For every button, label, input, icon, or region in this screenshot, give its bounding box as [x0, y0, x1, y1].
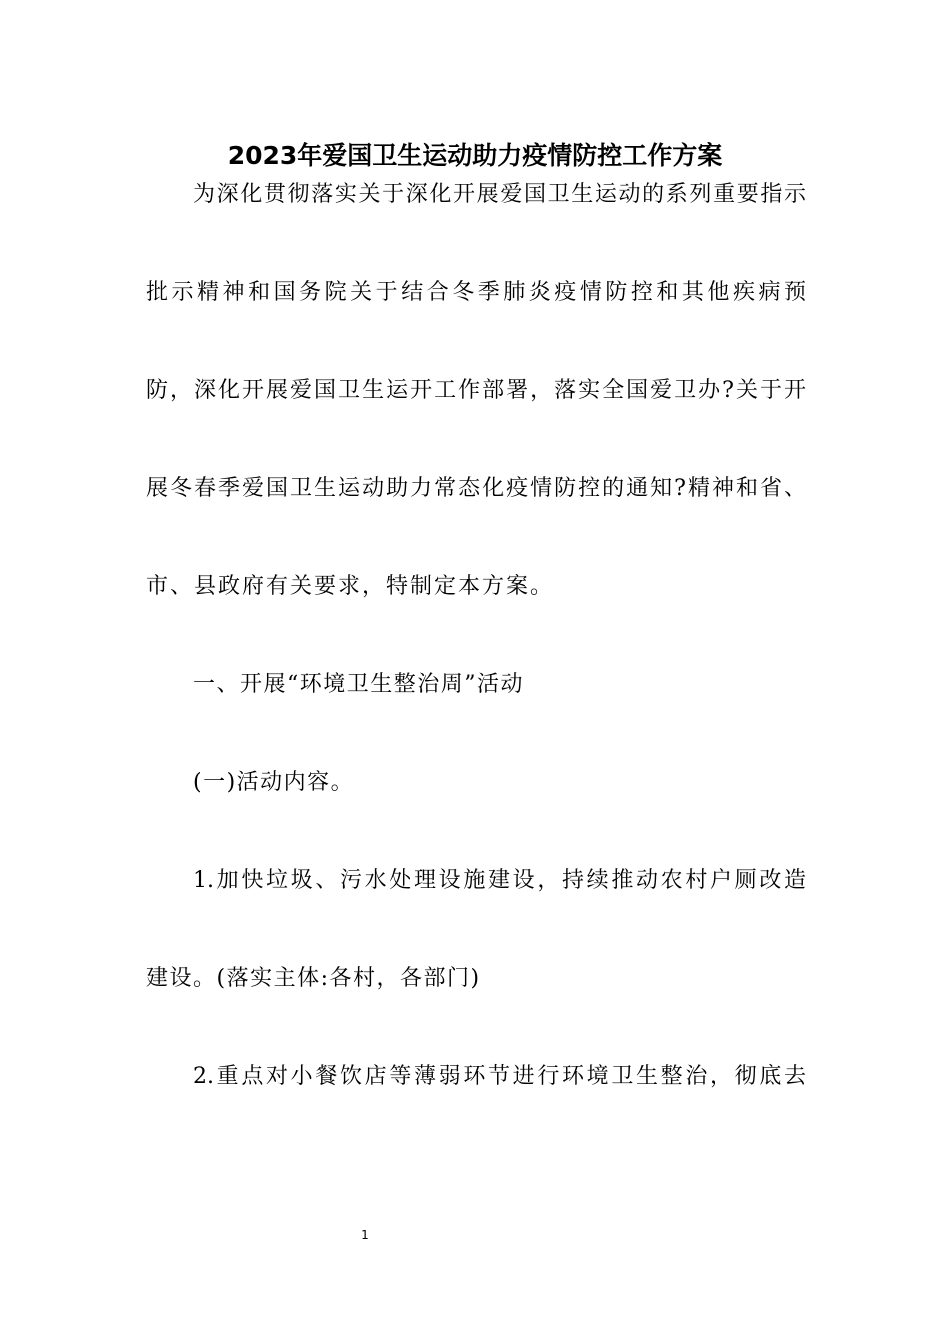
- paragraph-line: 市、县政府有关要求，特制定本方案。: [146, 574, 555, 599]
- list-item-line: 建设。(落实主体:各村，各部门): [146, 966, 481, 991]
- paragraph-line: 防，深化开展爱国卫生运开工作部署，落实全国爱卫办?关于开: [146, 378, 806, 403]
- document-title: 2023年爱国卫生运动助力疫情防控工作方案: [227, 141, 723, 170]
- paragraph-line: 展冬春季爱国卫生运动助力常态化疫情防控的通知?精神和省、: [146, 476, 806, 501]
- page-number: 1: [361, 1228, 369, 1242]
- subsection-heading: (一)活动内容。: [193, 770, 355, 795]
- paragraph-line: 批示精神和国务院关于结合冬季肺炎疫情防控和其他疾病预: [146, 280, 806, 305]
- list-item-line: 2.重点对小餐饮店等薄弱环节进行环境卫生整治，彻底去: [193, 1064, 806, 1089]
- section-heading: 一、开展“环境卫生整治周”活动: [193, 672, 524, 697]
- list-item-line: 1.加快垃圾、污水处理设施建设，持续推动农村户厕改造: [193, 868, 806, 893]
- paragraph-line: 为深化贯彻落实关于深化开展爱国卫生运动的系列重要指示: [193, 182, 806, 207]
